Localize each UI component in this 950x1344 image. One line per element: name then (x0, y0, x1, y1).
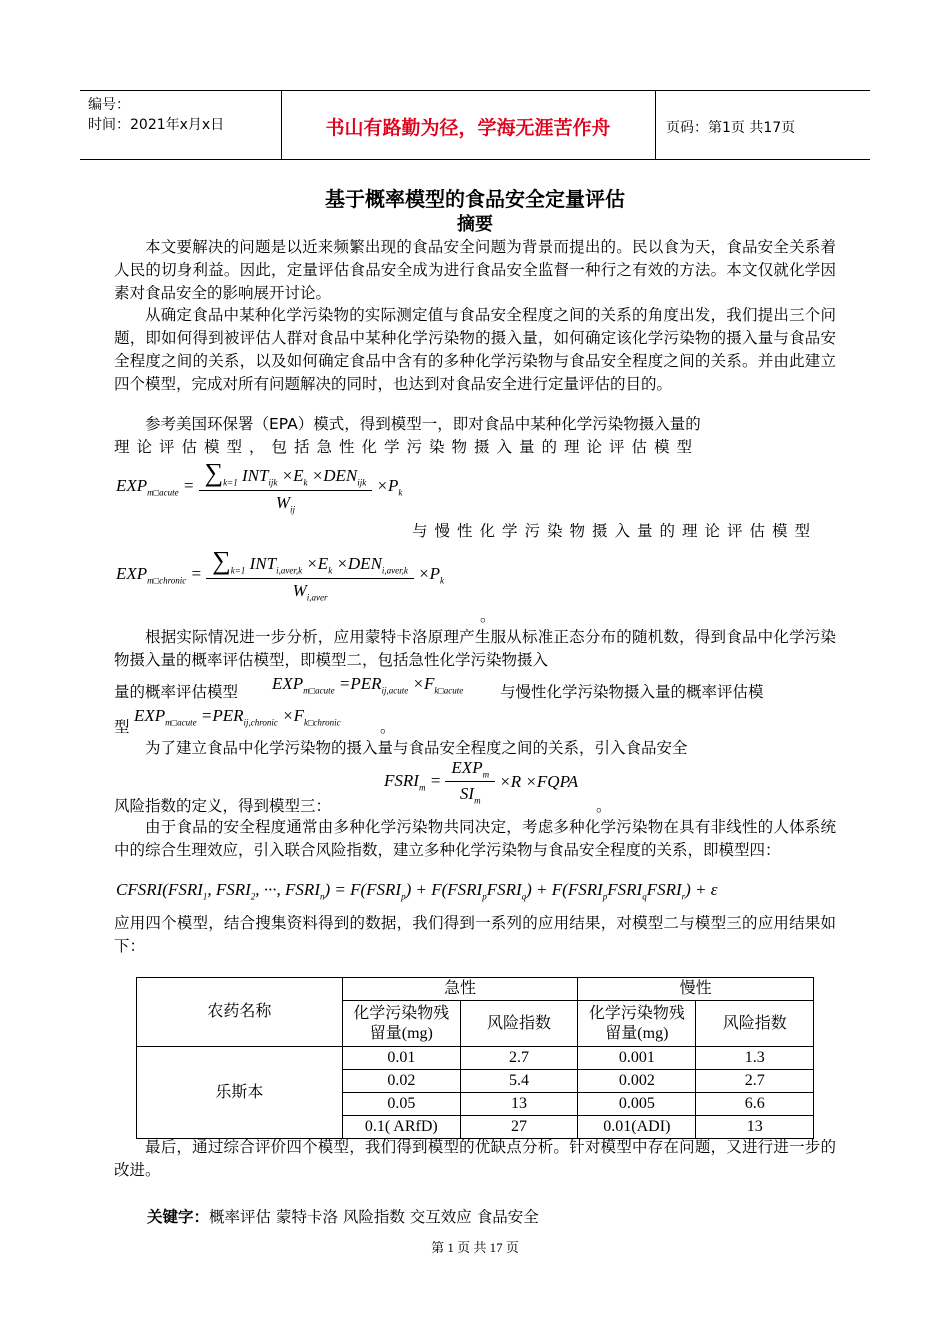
abstract-heading: 摘要 (457, 214, 493, 235)
paragraph-3-line2: 理论评估模型，包括急性化学污染物摄入量的理论评估模型 (114, 438, 700, 456)
formula-acute-probabilistic: $EXP_{m□acute} =PER_{ij,acute} \times F_{k□acute}$ (272, 674, 464, 696)
table-cell: 0.05 (342, 1093, 460, 1116)
table-cell: 0.002 (578, 1070, 696, 1093)
period: 。 (480, 607, 496, 625)
header-residue-acute: 化学污染物残留量(mg) (342, 1001, 460, 1047)
header-pesticide: 农药名称 (137, 978, 343, 1047)
paragraph-4-d: 型 (114, 718, 130, 736)
formula-chronic-theoretical: $EXP_{m□chronic}$ = $\frac{\sum_{k=1} INT_{i,aver,k} \times E_k \times DEN_{i,aver,k}}{W_{i,aver}}$ $\times P_k$ (116, 546, 445, 603)
table-cell: 2.7 (460, 1047, 577, 1070)
period: 。 (596, 797, 612, 815)
header-acute: 急性 (342, 978, 577, 1001)
table-cell: 13 (460, 1093, 577, 1116)
paragraph-4-b: 量的概率评估模型 (114, 683, 239, 701)
keywords-label: 关键字： (147, 1208, 210, 1226)
formula-fsri: $FSRI_m$ = $\frac{EXP_m}{SI_m}$ ×R ×FQPA (384, 758, 579, 806)
header-risk-acute: 风险指数 (460, 1001, 577, 1047)
table-cell: 27 (460, 1116, 577, 1139)
header-chronic: 慢性 (578, 978, 814, 1001)
table-cell: 5.4 (460, 1070, 577, 1093)
header-motto: 书山有路勤为径，学海无涯苦作舟 (325, 117, 611, 139)
paragraph-5-b: 风险指数的定义，得到模型三： (114, 797, 332, 815)
paragraph-4: 根据实际情况进一步分析，应用蒙特卡洛原理产生服从标准正态分布的随机数，得到食品中化学污染物摄入量的概率评估模型，即模型二，包括急性化学污染物摄入 (114, 628, 836, 669)
table-cell: 1.3 (696, 1047, 814, 1070)
paragraph-2: 从确定食品中某种化学污染物的实际测定值与食品安全程度之间的关系的角度出发，我们提出三个问题，即如何得到被评估人群对食品中某种化学污染物的摄入量，如何确定该化学污染物的摄入量与食品安全程度之间的关系，以及如何确定食品中含有的多种化学污染物与食品安全程度之间的关系。并由此建立四个模型，完成对所有问题解决的同时，也达到对食品安全进行定量评估的目的。 (114, 306, 836, 393)
table-cell: 0.02 (342, 1070, 460, 1093)
table-cell: 0.001 (578, 1047, 696, 1070)
table-row (137, 1047, 814, 1070)
paragraph-7: 应用四个模型，结合搜集资料得到的数据，我们得到一系列的应用结果，对模型二与模型三的应用结果如下： (114, 914, 836, 955)
paragraph-3-line3: 与慢性化学污染物摄入量的理论评估模型 (412, 522, 818, 540)
number-label: 编号： (88, 97, 130, 113)
paragraph-6: 由于食品的安全程度通常由多种化学污染物共同决定，考虑多种化学污染物在具有非线性的人体系统中的综合生理效应，引入联合风险指数，建立多种化学污染物与食品安全程度的关系，即模型四： (114, 818, 836, 859)
header-residue-chronic: 化学污染物残留量(mg) (578, 1001, 696, 1047)
table-cell: 0.01(ADI) (578, 1116, 696, 1139)
table-cell: 13 (696, 1116, 814, 1139)
table-cell: 6.6 (696, 1093, 814, 1116)
document-title: 基于概率模型的食品安全定量评估 (325, 187, 625, 211)
header-meta (88, 95, 224, 135)
paragraph-1: 本文要解决的问题是以近来频繁出现的食品安全问题为背景而提出的。民以食为天，食品安全关系着人民的切身利益。因此，定量评估食品安全成为进行食品安全监督一种行之有效的方法。本文仅就化学因素对食品安全的影响展开讨论。 (114, 238, 836, 302)
formula-acute-theoretical: $EXP_{m□acute}$ = $\frac{\sum_{k=1} INT_{ijk} \times E_k \times DEN_{ijk}}{W_{ij}}$ $\times P_k$ (116, 458, 403, 515)
paragraph-5: 为了建立食品中化学污染物的摄入量与食品安全程度之间的关系，引入食品安全 (145, 739, 688, 757)
date-label: 时间：2021年x月x日 (88, 117, 225, 133)
paragraph-3-line1: 参考美国环保署（EPA）模式，得到模型一，即对食品中某种化学污染物摄入量的 (145, 415, 701, 433)
formula-cfsri: $CFSRI(FSRI_1$, $FSRI_2$, ···, $FSRI_n$) = $F(FSRI_p)$ + $F(FSRI_pFSRI_q)$ + $F(FSRI_pFSRI_qFSRI_r) + \varepsilon$ (116, 880, 718, 902)
paragraph-8: 最后，通过综合评价四个模型，我们得到模型的优缺点分析。针对模型中存在问题，又进行进一步的改进。 (114, 1138, 836, 1179)
keywords (147, 1205, 539, 1227)
keywords-list: 概率评估 蒙特卡洛 风险指数 交互效应 食品安全 (209, 1208, 539, 1226)
table-cell: 2.7 (696, 1070, 814, 1093)
page-header (80, 90, 870, 160)
pesticide-name: 乐斯本 (137, 1047, 343, 1139)
formula-chronic-probabilistic: $EXP_{m□acute} =PER_{ij,chronic} \times F_{k□chronic}$ (134, 706, 341, 728)
results-table (136, 977, 814, 1139)
header-risk-chronic: 风险指数 (696, 1001, 814, 1047)
paragraph-4-c: 与慢性化学污染物摄入量的概率评估模 (500, 683, 764, 701)
page-footer: 第 1 页 共 17 页 (431, 1240, 519, 1255)
page-label: 页码：第1页 共17页 (666, 120, 796, 136)
period: 。 (380, 718, 396, 736)
header-divider (655, 91, 656, 159)
table-cell: 0.01 (342, 1047, 460, 1070)
table-cell: 0.1( ARfD) (342, 1116, 460, 1139)
table-cell: 0.005 (578, 1093, 696, 1116)
